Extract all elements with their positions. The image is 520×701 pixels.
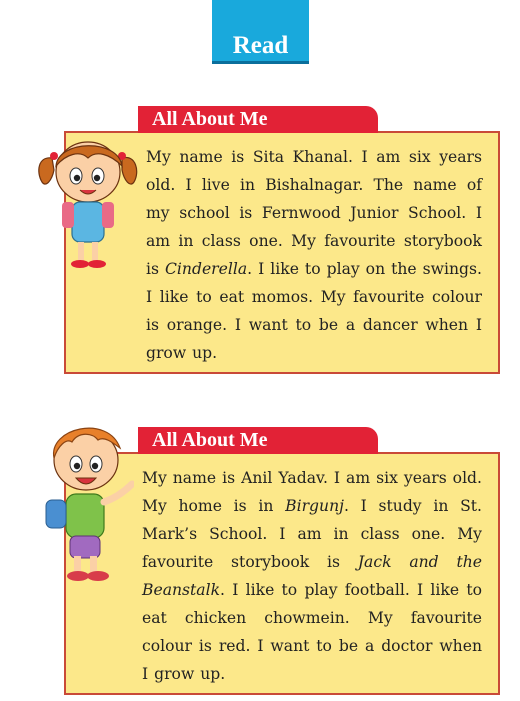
- read-tab: [212, 0, 309, 64]
- storybook-title: Cinderella: [165, 260, 248, 278]
- paragraph-text: . I like to play football. I like to eat chicken chowmein. My favourite colour is red. I want to be a doctor when I grow up.: [142, 581, 482, 683]
- card-title: All About Me: [138, 427, 378, 454]
- storybook-title: Jack and the Beanstalk: [142, 553, 483, 599]
- paragraph-text: . I study in St. Mark’s School. I am in class one. My favourite storybook is: [142, 497, 482, 571]
- card-paragraph: [142, 464, 482, 688]
- paragraph-text: . I like to play on the swings. I like to eat momos. My favourite colour is orange. I want to be a dancer when I grow up.: [146, 260, 482, 362]
- paragraph-text: My name is Sita Khanal. I am six years old. I live in Bishalnagar. The name of my school is Fernwood Junior School. I am in class one. My favourite storybook is: [146, 148, 482, 278]
- card-paragraph: [146, 143, 482, 367]
- boy-illustration: [38, 418, 134, 588]
- paragraph-text: My name is Anil Yadav. I am six years old. My home is in: [142, 469, 482, 515]
- read-tab-label: Read: [232, 32, 289, 59]
- card-title: All About Me: [138, 106, 378, 133]
- girl-illustration: [36, 128, 144, 274]
- home-place: Birgunj: [285, 497, 344, 515]
